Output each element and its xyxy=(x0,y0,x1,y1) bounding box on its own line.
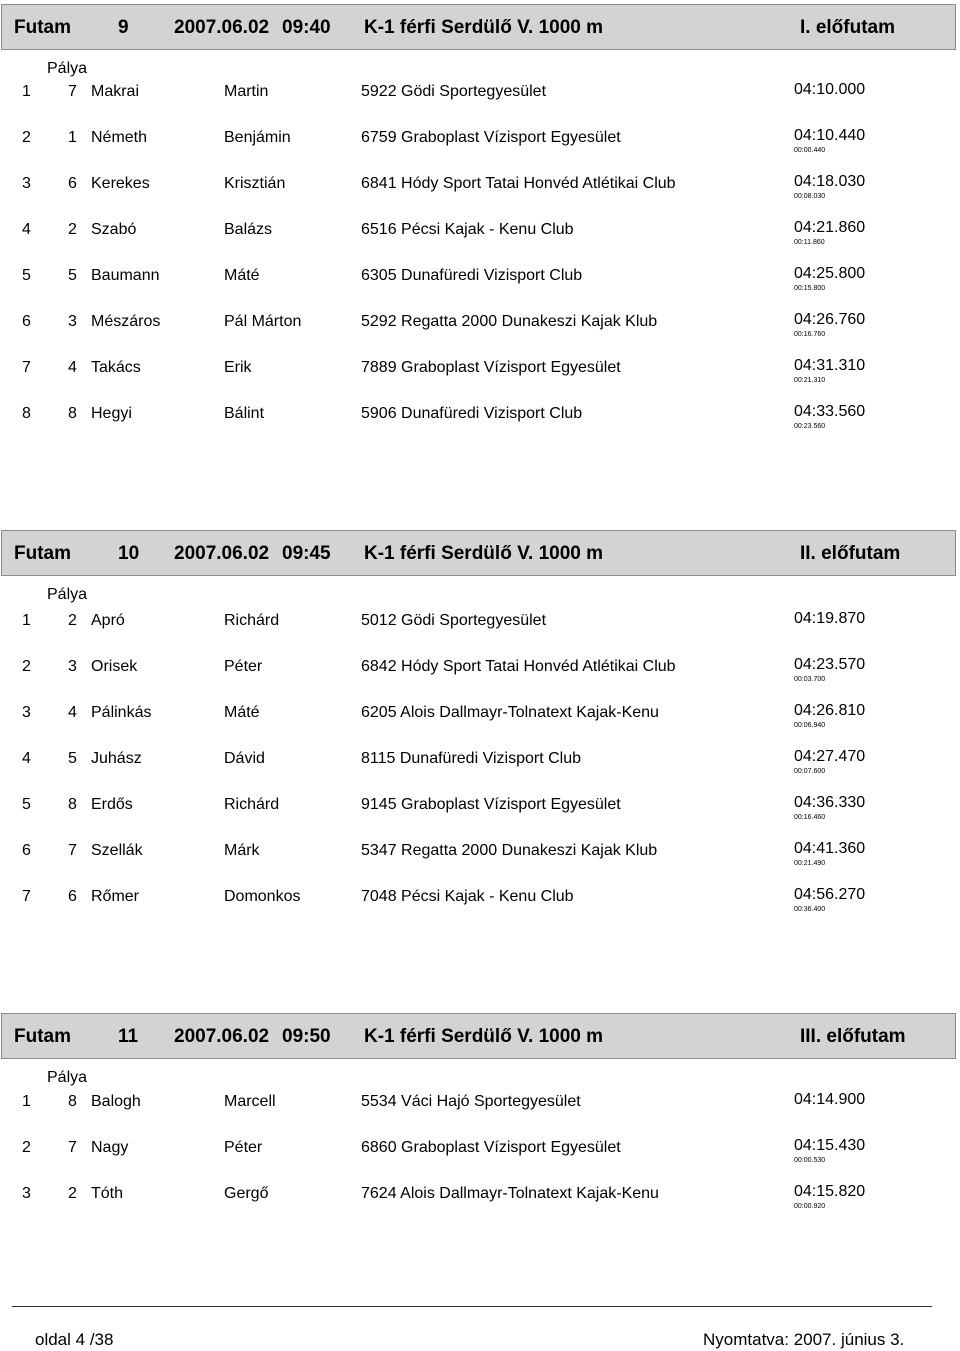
lane-number: 8 xyxy=(68,796,77,813)
race-number: 9 xyxy=(118,17,129,38)
place-number: 6 xyxy=(22,842,31,859)
last-name: Erdős xyxy=(91,796,133,813)
club-name: 5906 Dunafüredi Vizisport Club xyxy=(361,405,583,422)
result-row xyxy=(0,405,960,441)
finish-time: 04:33.560 xyxy=(794,403,866,420)
last-name: Balogh xyxy=(91,1093,141,1110)
finish-time: 04:10.000 xyxy=(794,81,866,98)
first-name: Krisztián xyxy=(224,175,286,192)
first-name: Richárd xyxy=(224,612,280,629)
race-phase: II. előfutam xyxy=(800,543,901,564)
race-header xyxy=(1,4,956,50)
race-event: K-1 férfi Serdülő V. 1000 m xyxy=(364,17,604,38)
result-row xyxy=(0,359,960,395)
finish-time: 04:36.330 xyxy=(794,794,866,811)
club-name: 7889 Graboplast Vízisport Egyesület xyxy=(361,359,621,376)
race-time: 09:45 xyxy=(282,543,331,564)
time-difference: 00:00.440 xyxy=(794,147,826,154)
last-name: Takács xyxy=(91,359,141,376)
last-name: Juhász xyxy=(91,750,142,767)
finish-time: 04:26.810 xyxy=(794,702,866,719)
club-name: 6516 Pécsi Kajak - Kenu Club xyxy=(361,221,574,238)
finish-time: 04:56.270 xyxy=(794,886,866,903)
finish-time: 04:14.900 xyxy=(794,1091,866,1108)
race-number: 11 xyxy=(118,1026,139,1047)
last-name: Baumann xyxy=(91,267,160,284)
finish-time: 04:31.310 xyxy=(794,357,866,374)
lane-number: 4 xyxy=(68,704,77,721)
lane-number: 2 xyxy=(68,221,77,238)
place-number: 1 xyxy=(22,83,31,100)
last-name: Rőmer xyxy=(91,888,140,905)
place-number: 4 xyxy=(22,221,31,238)
club-name: 5347 Regatta 2000 Dunakeszi Kajak Klub xyxy=(361,842,658,859)
place-number: 3 xyxy=(22,175,31,192)
result-row xyxy=(0,221,960,257)
lane-number: 6 xyxy=(68,175,77,192)
last-name: Nagy xyxy=(91,1139,129,1156)
lane-number: 2 xyxy=(68,1185,77,1202)
result-row xyxy=(0,1139,960,1175)
lane-number: 3 xyxy=(68,658,77,675)
race-date: 2007.06.02 xyxy=(174,1026,270,1047)
finish-time: 04:23.570 xyxy=(794,656,866,673)
first-name: Márk xyxy=(224,842,260,859)
club-name: 6841 Hódy Sport Tatai Honvéd Atlétikai Club xyxy=(361,175,676,192)
result-row xyxy=(0,1185,960,1221)
last-name: Makrai xyxy=(91,83,140,100)
first-name: Marcell xyxy=(224,1093,276,1110)
race-label: Futam xyxy=(14,17,71,38)
time-difference: 00:08.030 xyxy=(794,193,826,200)
last-name: Németh xyxy=(91,129,148,146)
lane-number: 5 xyxy=(68,267,77,284)
time-difference: 00:03.700 xyxy=(794,676,826,683)
lane-number: 6 xyxy=(68,888,77,905)
time-difference: 00:11.860 xyxy=(794,239,825,246)
first-name: Gergő xyxy=(224,1185,269,1202)
time-difference: 00:00.920 xyxy=(794,1203,826,1210)
club-name: 6842 Hódy Sport Tatai Honvéd Atlétikai Club xyxy=(361,658,676,675)
race-phase: I. előfutam xyxy=(800,17,896,38)
finish-time: 04:25.800 xyxy=(794,265,866,282)
place-number: 8 xyxy=(22,405,31,422)
lane-column-header: Pálya xyxy=(47,1069,88,1086)
first-name: Bálint xyxy=(224,405,265,422)
first-name: Martin xyxy=(224,83,269,100)
lane-number: 2 xyxy=(68,612,77,629)
last-name: Szabó xyxy=(91,221,137,238)
club-name: 6305 Dunafüredi Vizisport Club xyxy=(361,267,583,284)
first-name: Máté xyxy=(224,704,260,721)
race-label: Futam xyxy=(14,543,71,564)
place-number: 7 xyxy=(22,888,31,905)
first-name: Péter xyxy=(224,658,263,675)
club-name: 5012 Gödi Sportegyesület xyxy=(361,612,547,629)
finish-time: 04:10.440 xyxy=(794,127,866,144)
race-number: 10 xyxy=(118,543,140,564)
place-number: 2 xyxy=(22,1139,31,1156)
place-number: 3 xyxy=(22,1185,31,1202)
time-difference: 00:36.400 xyxy=(794,906,826,913)
place-number: 1 xyxy=(22,612,31,629)
last-name: Szellák xyxy=(91,842,143,859)
last-name: Orisek xyxy=(91,658,138,675)
place-number: 6 xyxy=(22,313,31,330)
lane-number: 7 xyxy=(68,1139,77,1156)
place-number: 5 xyxy=(22,796,31,813)
first-name: Erik xyxy=(224,359,252,376)
result-row xyxy=(0,750,960,786)
race-header xyxy=(1,530,956,576)
time-difference: 00:15.800 xyxy=(794,285,826,292)
lane-number: 5 xyxy=(68,750,77,767)
result-row xyxy=(0,704,960,740)
place-number: 5 xyxy=(22,267,31,284)
footer-divider xyxy=(12,1306,932,1307)
place-number: 7 xyxy=(22,359,31,376)
race-date: 2007.06.02 xyxy=(174,543,270,564)
lane-number: 8 xyxy=(68,405,77,422)
club-name: 8115 Dunafüredi Vizisport Club xyxy=(361,750,581,767)
result-row xyxy=(0,842,960,878)
place-number: 2 xyxy=(22,129,31,146)
time-difference: 00:23.560 xyxy=(794,423,826,430)
finish-time: 04:41.360 xyxy=(794,840,866,857)
club-name: 5534 Váci Hajó Sportegyesület xyxy=(361,1093,581,1110)
time-difference: 00:00.530 xyxy=(794,1157,826,1164)
club-name: 6759 Graboplast Vízisport Egyesület xyxy=(361,129,621,146)
club-name: 9145 Graboplast Vízisport Egyesület xyxy=(361,796,621,813)
race-time: 09:50 xyxy=(282,1026,331,1047)
first-name: Pál Márton xyxy=(224,313,302,330)
result-row xyxy=(0,267,960,303)
result-row xyxy=(0,83,960,119)
last-name: Tóth xyxy=(91,1185,124,1202)
place-number: 3 xyxy=(22,704,31,721)
result-row xyxy=(0,313,960,349)
race-date: 2007.06.02 xyxy=(174,17,270,38)
club-name: 7624 Alois Dallmayr-Tolnatext Kajak-Kenu xyxy=(361,1185,659,1202)
finish-time: 04:21.860 xyxy=(794,219,866,236)
finish-time: 04:19.870 xyxy=(794,610,866,627)
first-name: Dávid xyxy=(224,750,265,767)
race-phase: III. előfutam xyxy=(800,1026,906,1047)
lane-number: 8 xyxy=(68,1093,77,1110)
club-name: 7048 Pécsi Kajak - Kenu Club xyxy=(361,888,574,905)
result-row xyxy=(0,175,960,211)
result-row xyxy=(0,658,960,694)
last-name: Mészáros xyxy=(91,313,161,330)
first-name: Balázs xyxy=(224,221,273,238)
race-label: Futam xyxy=(14,1026,71,1047)
club-name: 6860 Graboplast Vízisport Egyesület xyxy=(361,1139,621,1156)
first-name: Máté xyxy=(224,267,260,284)
club-name: 6205 Alois Dallmayr-Tolnatext Kajak-Kenu xyxy=(361,704,659,721)
result-row xyxy=(0,796,960,832)
first-name: Domonkos xyxy=(224,888,301,905)
last-name: Pálinkás xyxy=(91,704,152,721)
time-difference: 00:07.600 xyxy=(794,768,826,775)
race-header xyxy=(1,1013,956,1059)
first-name: Richárd xyxy=(224,796,280,813)
time-difference: 00:21.490 xyxy=(794,860,826,867)
race-event: K-1 férfi Serdülő V. 1000 m xyxy=(364,1026,604,1047)
finish-time: 04:26.760 xyxy=(794,311,866,328)
first-name: Benjámin xyxy=(224,129,291,146)
lane-number: 4 xyxy=(68,359,77,376)
result-row xyxy=(0,1093,960,1129)
last-name: Kerekes xyxy=(91,175,150,192)
finish-time: 04:18.030 xyxy=(794,173,866,190)
finish-time: 04:15.820 xyxy=(794,1183,866,1200)
lane-column-header: Pálya xyxy=(47,586,88,603)
time-difference: 00:06.940 xyxy=(794,722,826,729)
race-event: K-1 férfi Serdülő V. 1000 m xyxy=(364,543,604,564)
lane-number: 3 xyxy=(68,313,77,330)
finish-time: 04:27.470 xyxy=(794,748,866,765)
place-number: 4 xyxy=(22,750,31,767)
lane-number: 1 xyxy=(68,129,77,146)
first-name: Péter xyxy=(224,1139,263,1156)
time-difference: 00:16.460 xyxy=(794,814,826,821)
race-time: 09:40 xyxy=(282,17,331,38)
last-name: Apró xyxy=(91,612,125,629)
club-name: 5922 Gödi Sportegyesület xyxy=(361,83,547,100)
page-number: oldal 4 /38 xyxy=(35,1330,114,1349)
result-row xyxy=(0,888,960,924)
finish-time: 04:15.430 xyxy=(794,1137,866,1154)
lane-column-header: Pálya xyxy=(47,60,88,77)
result-row xyxy=(0,612,960,648)
place-number: 1 xyxy=(22,1093,31,1110)
lane-number: 7 xyxy=(68,83,77,100)
place-number: 2 xyxy=(22,658,31,675)
time-difference: 00:16.760 xyxy=(794,331,826,338)
last-name: Hegyi xyxy=(91,405,132,422)
club-name: 5292 Regatta 2000 Dunakeszi Kajak Klub xyxy=(361,313,658,330)
time-difference: 00:21.310 xyxy=(794,377,826,384)
result-row xyxy=(0,129,960,165)
lane-number: 7 xyxy=(68,842,77,859)
print-date: Nyomtatva: 2007. június 3. xyxy=(703,1330,905,1349)
